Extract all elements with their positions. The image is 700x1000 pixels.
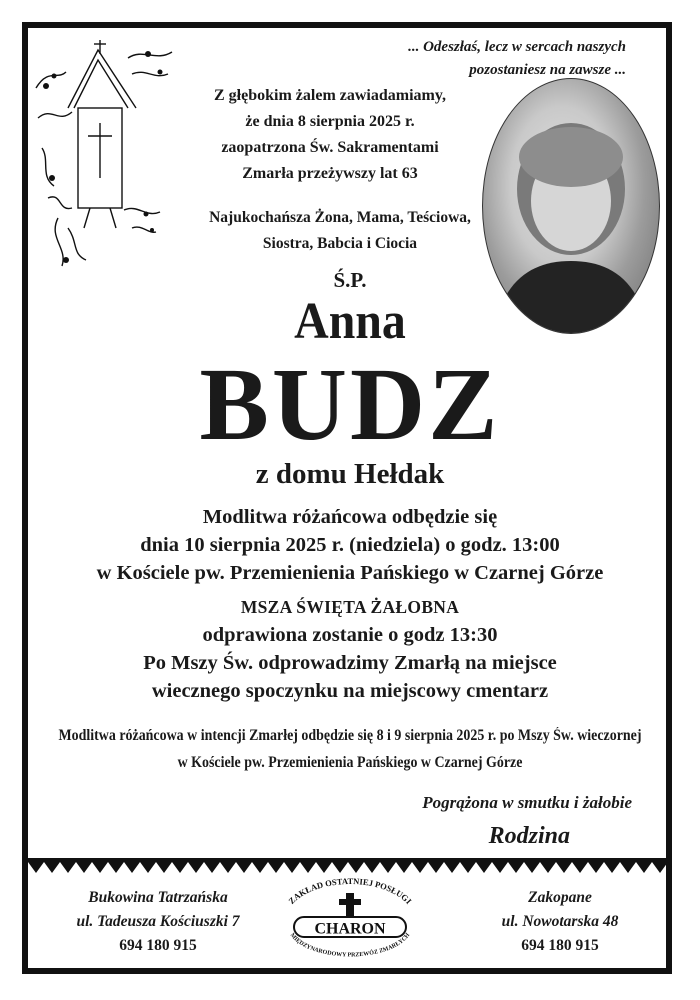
funeral-home-address-zakopane — [470, 886, 650, 958]
quote-line: pozostaniesz na zawsze ... — [469, 62, 626, 78]
first-name: Anna — [294, 293, 406, 350]
phone-number: 694 180 915 — [521, 937, 599, 954]
roles-line: Najukochańsza Żona, Mama, Teściowa, — [209, 209, 471, 226]
announcement-line: że dnia 8 sierpnia 2025 r. — [245, 113, 415, 130]
family-roles — [205, 205, 475, 257]
announcement-line: Z głębokim żalem zawiadamiamy, — [214, 87, 446, 104]
rosary-line: w Kościele pw. Przemienienia Pańskiego w Czarnej Górze — [96, 562, 604, 584]
announcement-line: Zmarła przeżywszy lat 63 — [242, 165, 418, 182]
mass-line: wiecznego spoczynku na miejscowy cmentarz — [151, 680, 549, 702]
farewell-quote — [306, 36, 626, 82]
address-city: Bukowina Tatrzańska — [88, 889, 228, 906]
logo-bottom-text: MIĘDZYNARODOWY PRZEWÓZ ZMARŁYCH — [288, 932, 412, 959]
evening-prayer-info — [35, 722, 665, 776]
signature — [312, 790, 632, 856]
funeral-home-address-bukowina — [58, 886, 258, 958]
mass-line: Po Mszy Św. odprowadzimy Zmarłą na miejsce — [143, 652, 557, 674]
logo-name: CHARON — [314, 920, 386, 938]
maiden-name: z domu Hełdak — [255, 458, 445, 490]
zigzag-divider — [28, 858, 672, 874]
funeral-mass-info — [0, 593, 700, 705]
wayside-shrine-ornament — [28, 28, 178, 268]
prefix-sp: Ś.P. — [333, 268, 367, 292]
mass-line: odprawiona zostanie o godz 13:30 — [202, 624, 498, 646]
rosary-line: dnia 10 sierpnia 2025 r. (niedziela) o godz. 13:00 — [140, 534, 560, 556]
address-street: ul. Tadeusza Kościuszki 7 — [76, 913, 240, 930]
prayer-line: w Kościele pw. Przemienienia Pańskiego w Czarnej Górze — [177, 754, 523, 771]
charon-logo — [272, 876, 428, 962]
phone-number: 694 180 915 — [119, 937, 197, 954]
last-name: BUDZ — [199, 347, 501, 462]
signature-line: Pogrążona w smutku i żałobie — [422, 793, 632, 812]
logo-top-text: ZAKŁAD OSTATNIEJ POSŁUGI — [286, 876, 414, 906]
death-announcement — [205, 83, 455, 187]
cross-icon — [339, 893, 361, 917]
address-street: ul. Nowotarska 48 — [501, 913, 619, 930]
roles-line: Siostra, Babcia i Ciocia — [262, 235, 418, 252]
rosary-line: Modlitwa różańcowa odbędzie się — [202, 506, 498, 528]
rosary-info — [0, 503, 700, 587]
mass-title: MSZA ŚWIĘTA ŻAŁOBNA — [240, 597, 460, 617]
signature-family: Rodzina — [488, 823, 570, 849]
quote-line: ... Odeszłaś, lecz w sercach naszych — [408, 39, 626, 55]
announcement-line: zaopatrzona Św. Sakramentami — [221, 139, 439, 156]
prayer-line: Modlitwa różańcowa w intencji Zmarłej odbędzie się 8 i 9 sierpnia 2025 r. po Mszy Św. wieczornej — [58, 727, 642, 744]
address-city: Zakopane — [528, 889, 592, 906]
